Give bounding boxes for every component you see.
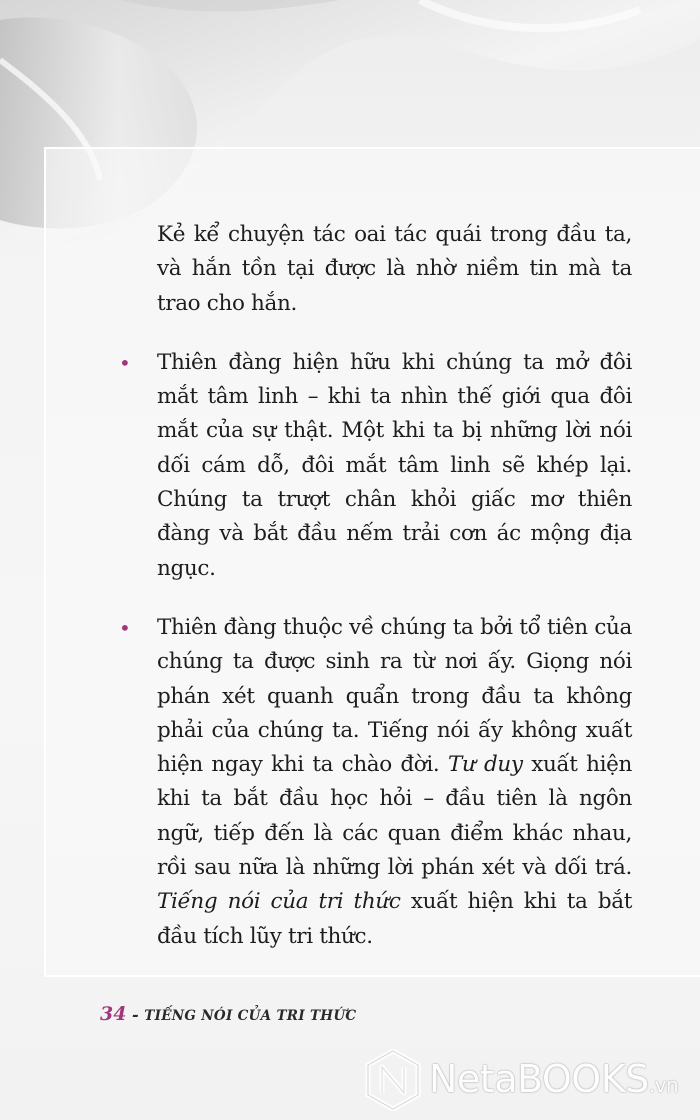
bullet-paragraph-3 bbox=[119, 611, 633, 954]
page-body bbox=[119, 218, 633, 979]
bullet-dot-icon: • bbox=[119, 615, 131, 640]
paragraph-3-italic-2: Tiếng nói của tri thức bbox=[157, 889, 401, 915]
paragraph-3-text-part3: xuất hiện khi ta bắt đầu tích lũy tri thức. bbox=[157, 889, 633, 949]
watermark-brand: NetaBOOKS bbox=[429, 1057, 649, 1101]
paragraph-3-text-part2: xuất hiện khi ta bắt đầu học hỏi – đầu tiên là ngôn ngữ, tiếp đến là các quan điểm khác nhau, rồi sau nữa là những lời phán xét và dối trá. bbox=[157, 752, 633, 881]
paragraph-3-italic-1: Tư duy bbox=[447, 752, 523, 778]
running-title: TIẾNG NÓI CỦA TRI THỨC bbox=[144, 1008, 357, 1024]
paragraph-2-text: Thiên đàng hiện hữu khi chúng ta mở đôi mắt tâm linh – khi ta nhìn thế giới qua đôi mắt của sự thật. Một khi ta bị những lời nói dối cám dỗ, đôi mắt tâm linh sẽ khép lại. Chúng ta trượt chân khỏi giấc mơ thiên đàng và bắt đầu nếm trải cơn ác mộng địa ngục. bbox=[157, 349, 632, 581]
page-number: 34 bbox=[100, 1003, 127, 1025]
paragraph-1-text: Kẻ kể chuyện tác oai tác quái trong đầu ta, và hắn tồn tại được là nhờ niềm tin mà ta trao cho hắn. bbox=[157, 222, 632, 316]
paragraph-3-text-part1: Thiên đàng thuộc về chúng ta bởi tổ tiên của chúng ta được sinh ra từ nơi ấy. Giọng nói phán xét quanh quẩn trong đầu ta không phải của chúng ta. Tiếng nói ấy không xuất hiện ngay khi ta chào đời. bbox=[157, 614, 632, 778]
bullet-dot-icon: • bbox=[119, 350, 131, 375]
netabooks-watermark bbox=[365, 1045, 695, 1115]
watermark-suffix: .vn bbox=[648, 1073, 679, 1097]
page-footer bbox=[100, 1003, 356, 1025]
watermark-text bbox=[429, 1057, 678, 1101]
bullet-paragraph-2 bbox=[119, 346, 632, 586]
footer-separator: - bbox=[126, 1005, 145, 1024]
netabooks-logo-icon bbox=[365, 1049, 421, 1111]
paragraph-1 bbox=[157, 218, 632, 321]
